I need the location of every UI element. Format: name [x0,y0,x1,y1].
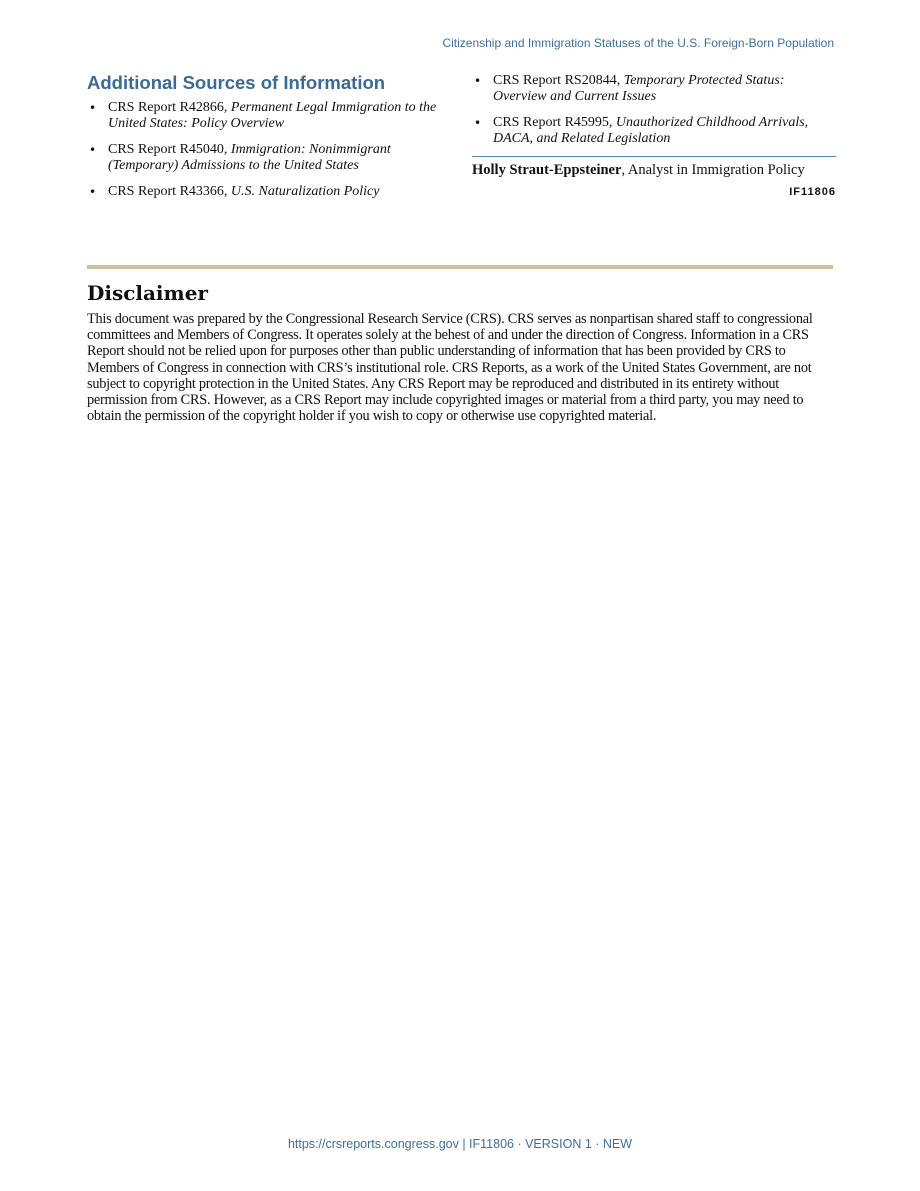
running-header-title: Citizenship and Immigration Statuses of the U.S. Foreign-Born Population [442,36,834,50]
source-item [472,115,836,147]
sources-right-column [472,70,836,198]
source-prefix: CRS Report RS20844, [493,73,624,88]
bullet-icon: • [89,143,97,157]
source-title-link[interactable]: U.S. Naturalization Policy [230,184,380,199]
disclaimer-body: This document was prepared by the Congressional Research Service (CRS). CRS serves as nonpartisan shared staff to congressional committees and Members of Congress. It operates solely at the behest of and under the direction of Congress. Information in a CRS Report should not be relied upon for purposes other than public understanding of information that has been provided by CRS to Members of Congress in connection with CRS’s institutional role. CRS Reports, as a work of the United States Government, are not subject to copyright protection in the United States. Any CRS Report may be reproduced and distributed in its entirety without permission from CRS. However, as a CRS Report may include copyrighted images or material from a third party, you may need to obtain the permission of the copyright holder if you wish to copy or otherwise use copyrighted material. [87,311,813,425]
sources-left-column [87,70,449,210]
author-line [472,156,836,179]
footer-link[interactable]: https://crsreports.congress.gov | IF11806 · VERSION 1 · NEW [287,1137,633,1151]
sources-list-left [87,100,449,200]
section-divider [87,265,833,269]
bullet-icon: • [474,74,482,88]
source-prefix: CRS Report R42866, [108,100,231,115]
source-item [472,73,836,105]
author-name: Holly Straut-Eppsteiner [472,162,622,178]
bullet-icon: • [89,185,97,199]
source-title-link[interactable]: Temporary Protected Status: Overview and Current Issues [493,73,785,104]
sources-list-right [472,73,836,147]
source-title-link[interactable]: Permanent Legal Immigration to the United States: Policy Overview [108,100,437,131]
source-prefix: CRS Report R45040, [108,142,231,157]
source-item [87,142,449,174]
source-prefix: CRS Report R45995, [493,115,616,130]
source-prefix: CRS Report R43366, [108,184,231,199]
source-item [87,100,449,132]
bullet-icon: • [89,101,97,115]
source-title-link[interactable]: Unauthorized Childhood Arrivals, DACA, and Related Legislation [493,115,809,146]
disclaimer-heading: Disclaimer [87,281,208,305]
sources-heading: Additional Sources of Information [87,72,386,93]
report-id: IF11806 [789,186,836,198]
disclaimer-section [87,280,837,424]
source-item [87,184,449,200]
source-title-link[interactable]: Immigration: Nonimmigrant (Temporary) Admissions to the United States [108,142,391,173]
bullet-icon: • [474,116,482,130]
author-role: , Analyst in Immigration Policy [621,162,805,178]
